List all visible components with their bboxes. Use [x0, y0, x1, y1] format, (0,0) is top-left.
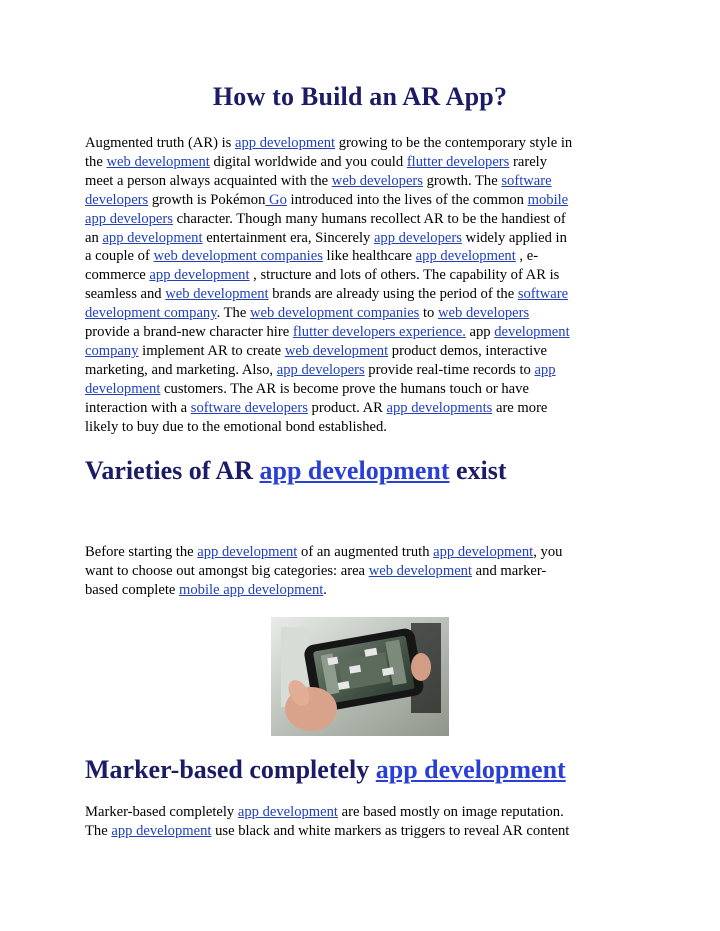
text-line: [85, 803, 645, 822]
text-line: [85, 562, 645, 581]
text-link[interactable]: web developers: [331, 172, 423, 189]
text-run: The: [85, 822, 112, 839]
text-link[interactable]: web development: [368, 562, 473, 579]
text-link[interactable]: app developers: [276, 361, 365, 378]
text-run: meet a person always acquainted with the: [85, 172, 332, 189]
text-run: product. AR: [307, 399, 387, 416]
text-link[interactable]: app: [534, 361, 556, 378]
text-link[interactable]: app development: [237, 804, 338, 820]
text-run: provide a brand-new character hire: [85, 324, 293, 341]
text-run: like healthcare: [322, 248, 416, 265]
text-run: and marker-: [472, 562, 547, 579]
text-line: [85, 380, 645, 399]
text-link[interactable]: app developers: [373, 229, 462, 246]
text-line: [85, 229, 645, 248]
text-run: entertainment era, Sincerely: [202, 229, 374, 246]
text-link[interactable]: web developers: [438, 305, 530, 322]
text-line: [85, 172, 645, 191]
text-line: [85, 247, 645, 266]
text-run: to: [419, 305, 439, 322]
text-run: digital worldwide and you could: [209, 153, 407, 170]
intro-paragraph: [85, 134, 645, 437]
text-link[interactable]: flutter developers: [406, 153, 510, 170]
text-link[interactable]: Go: [265, 191, 287, 208]
text-line: [85, 266, 645, 285]
text-run: are more: [492, 399, 548, 416]
text-line: [85, 361, 645, 380]
text-run: growing to be the contemporary style in: [335, 135, 573, 151]
text-run: exist: [449, 456, 507, 485]
text-line: [85, 134, 645, 153]
text-run: widely applied in: [461, 229, 567, 246]
text-run: brands are already using the period of the: [268, 286, 518, 303]
text-line: [85, 285, 645, 304]
text-run: Varieties of AR: [85, 456, 260, 485]
text-link[interactable]: flutter developers experience.: [292, 324, 466, 341]
text-run: use black and white markers as triggers to reveal AR content: [211, 822, 570, 839]
text-line: [85, 418, 645, 437]
text-run: , structure and lots of others. The capability of AR is: [249, 267, 560, 284]
text-link[interactable]: mobile: [527, 191, 569, 208]
text-run: provide real-time records to: [364, 361, 535, 378]
text-run: product demos, interactive: [388, 342, 548, 359]
text-run: marketing, and marketing. Also,: [85, 361, 277, 378]
text-link[interactable]: app development: [433, 544, 534, 560]
text-line: [85, 323, 645, 342]
text-run: app: [465, 324, 495, 341]
text-run: . The: [216, 305, 250, 322]
text-line: [85, 822, 645, 841]
section-heading-varieties: [85, 456, 507, 486]
text-run: growth is Pokémon: [148, 191, 266, 208]
text-link[interactable]: web development: [106, 153, 210, 170]
text-run: character. Though many humans recollect AR to be the handiest of: [172, 210, 566, 227]
text-run: seamless and: [85, 286, 166, 303]
ar-phone-illustration: [271, 617, 449, 736]
text-run: the: [85, 153, 107, 170]
text-link[interactable]: software: [517, 286, 569, 303]
text-run: interaction with a: [85, 399, 191, 416]
text-run: growth. The: [422, 172, 502, 189]
text-run: of an augmented truth: [297, 544, 434, 560]
text-run: introduced into the lives of the common: [286, 191, 528, 208]
text-link[interactable]: development company: [85, 305, 217, 322]
marker-based-paragraph: [85, 803, 645, 841]
varieties-paragraph: [85, 543, 645, 600]
text-line: [85, 191, 645, 210]
text-link[interactable]: company: [85, 342, 139, 359]
text-run: based complete: [85, 581, 180, 598]
text-link[interactable]: software developers: [190, 399, 308, 416]
text-link[interactable]: app development: [197, 544, 298, 560]
text-run: Marker-based completely: [85, 755, 376, 784]
text-link[interactable]: app developments: [386, 399, 493, 416]
text-link[interactable]: web development: [165, 286, 269, 303]
text-run: Marker-based completely: [85, 804, 238, 820]
text-link[interactable]: web development companies: [153, 248, 323, 265]
text-run: Augmented truth (AR) is: [85, 135, 235, 151]
text-run: want to choose out amongst big categories: area: [85, 562, 369, 579]
section-heading-marker-based: [85, 755, 566, 785]
ar-phone-photo: [271, 617, 449, 736]
text-run: commerce: [85, 267, 150, 284]
text-link[interactable]: app development: [149, 267, 250, 284]
text-link[interactable]: development: [85, 380, 161, 397]
text-run: are based mostly on image reputation.: [338, 804, 564, 820]
text-line: [85, 304, 645, 323]
text-run: Before starting the: [85, 544, 198, 560]
text-link[interactable]: developers: [85, 191, 149, 208]
text-run: , e-: [515, 248, 539, 265]
text-link[interactable]: software: [501, 172, 552, 189]
text-run: customers. The AR is become prove the humans touch or have: [160, 380, 529, 397]
text-run: likely to buy due to the emotional bond established.: [85, 418, 387, 435]
text-link[interactable]: app development: [415, 248, 516, 265]
text-line: [85, 543, 645, 562]
text-line: [85, 210, 645, 229]
text-run: implement AR to create: [138, 342, 285, 359]
text-run: an: [85, 229, 103, 246]
text-link[interactable]: mobile app development: [179, 581, 324, 598]
text-line: [85, 153, 645, 172]
text-link[interactable]: web development companies: [249, 305, 420, 322]
text-link[interactable]: app development: [234, 135, 336, 151]
text-link[interactable]: web development: [284, 342, 389, 359]
text-line: [85, 581, 645, 600]
text-link[interactable]: app development: [375, 755, 566, 784]
text-run: .: [323, 581, 327, 598]
text-link[interactable]: development: [494, 324, 570, 341]
text-run: rarely: [509, 153, 548, 170]
text-line: [85, 342, 645, 361]
page-title: How to Build an AR App?: [212, 82, 508, 111]
text-link[interactable]: app development: [111, 822, 212, 839]
text-link[interactable]: app development: [102, 229, 203, 246]
text-link[interactable]: app developers: [85, 210, 173, 227]
text-link[interactable]: app development: [259, 456, 450, 485]
text-run: , you: [533, 544, 563, 560]
text-line: [85, 399, 645, 418]
text-run: a couple of: [85, 248, 154, 265]
